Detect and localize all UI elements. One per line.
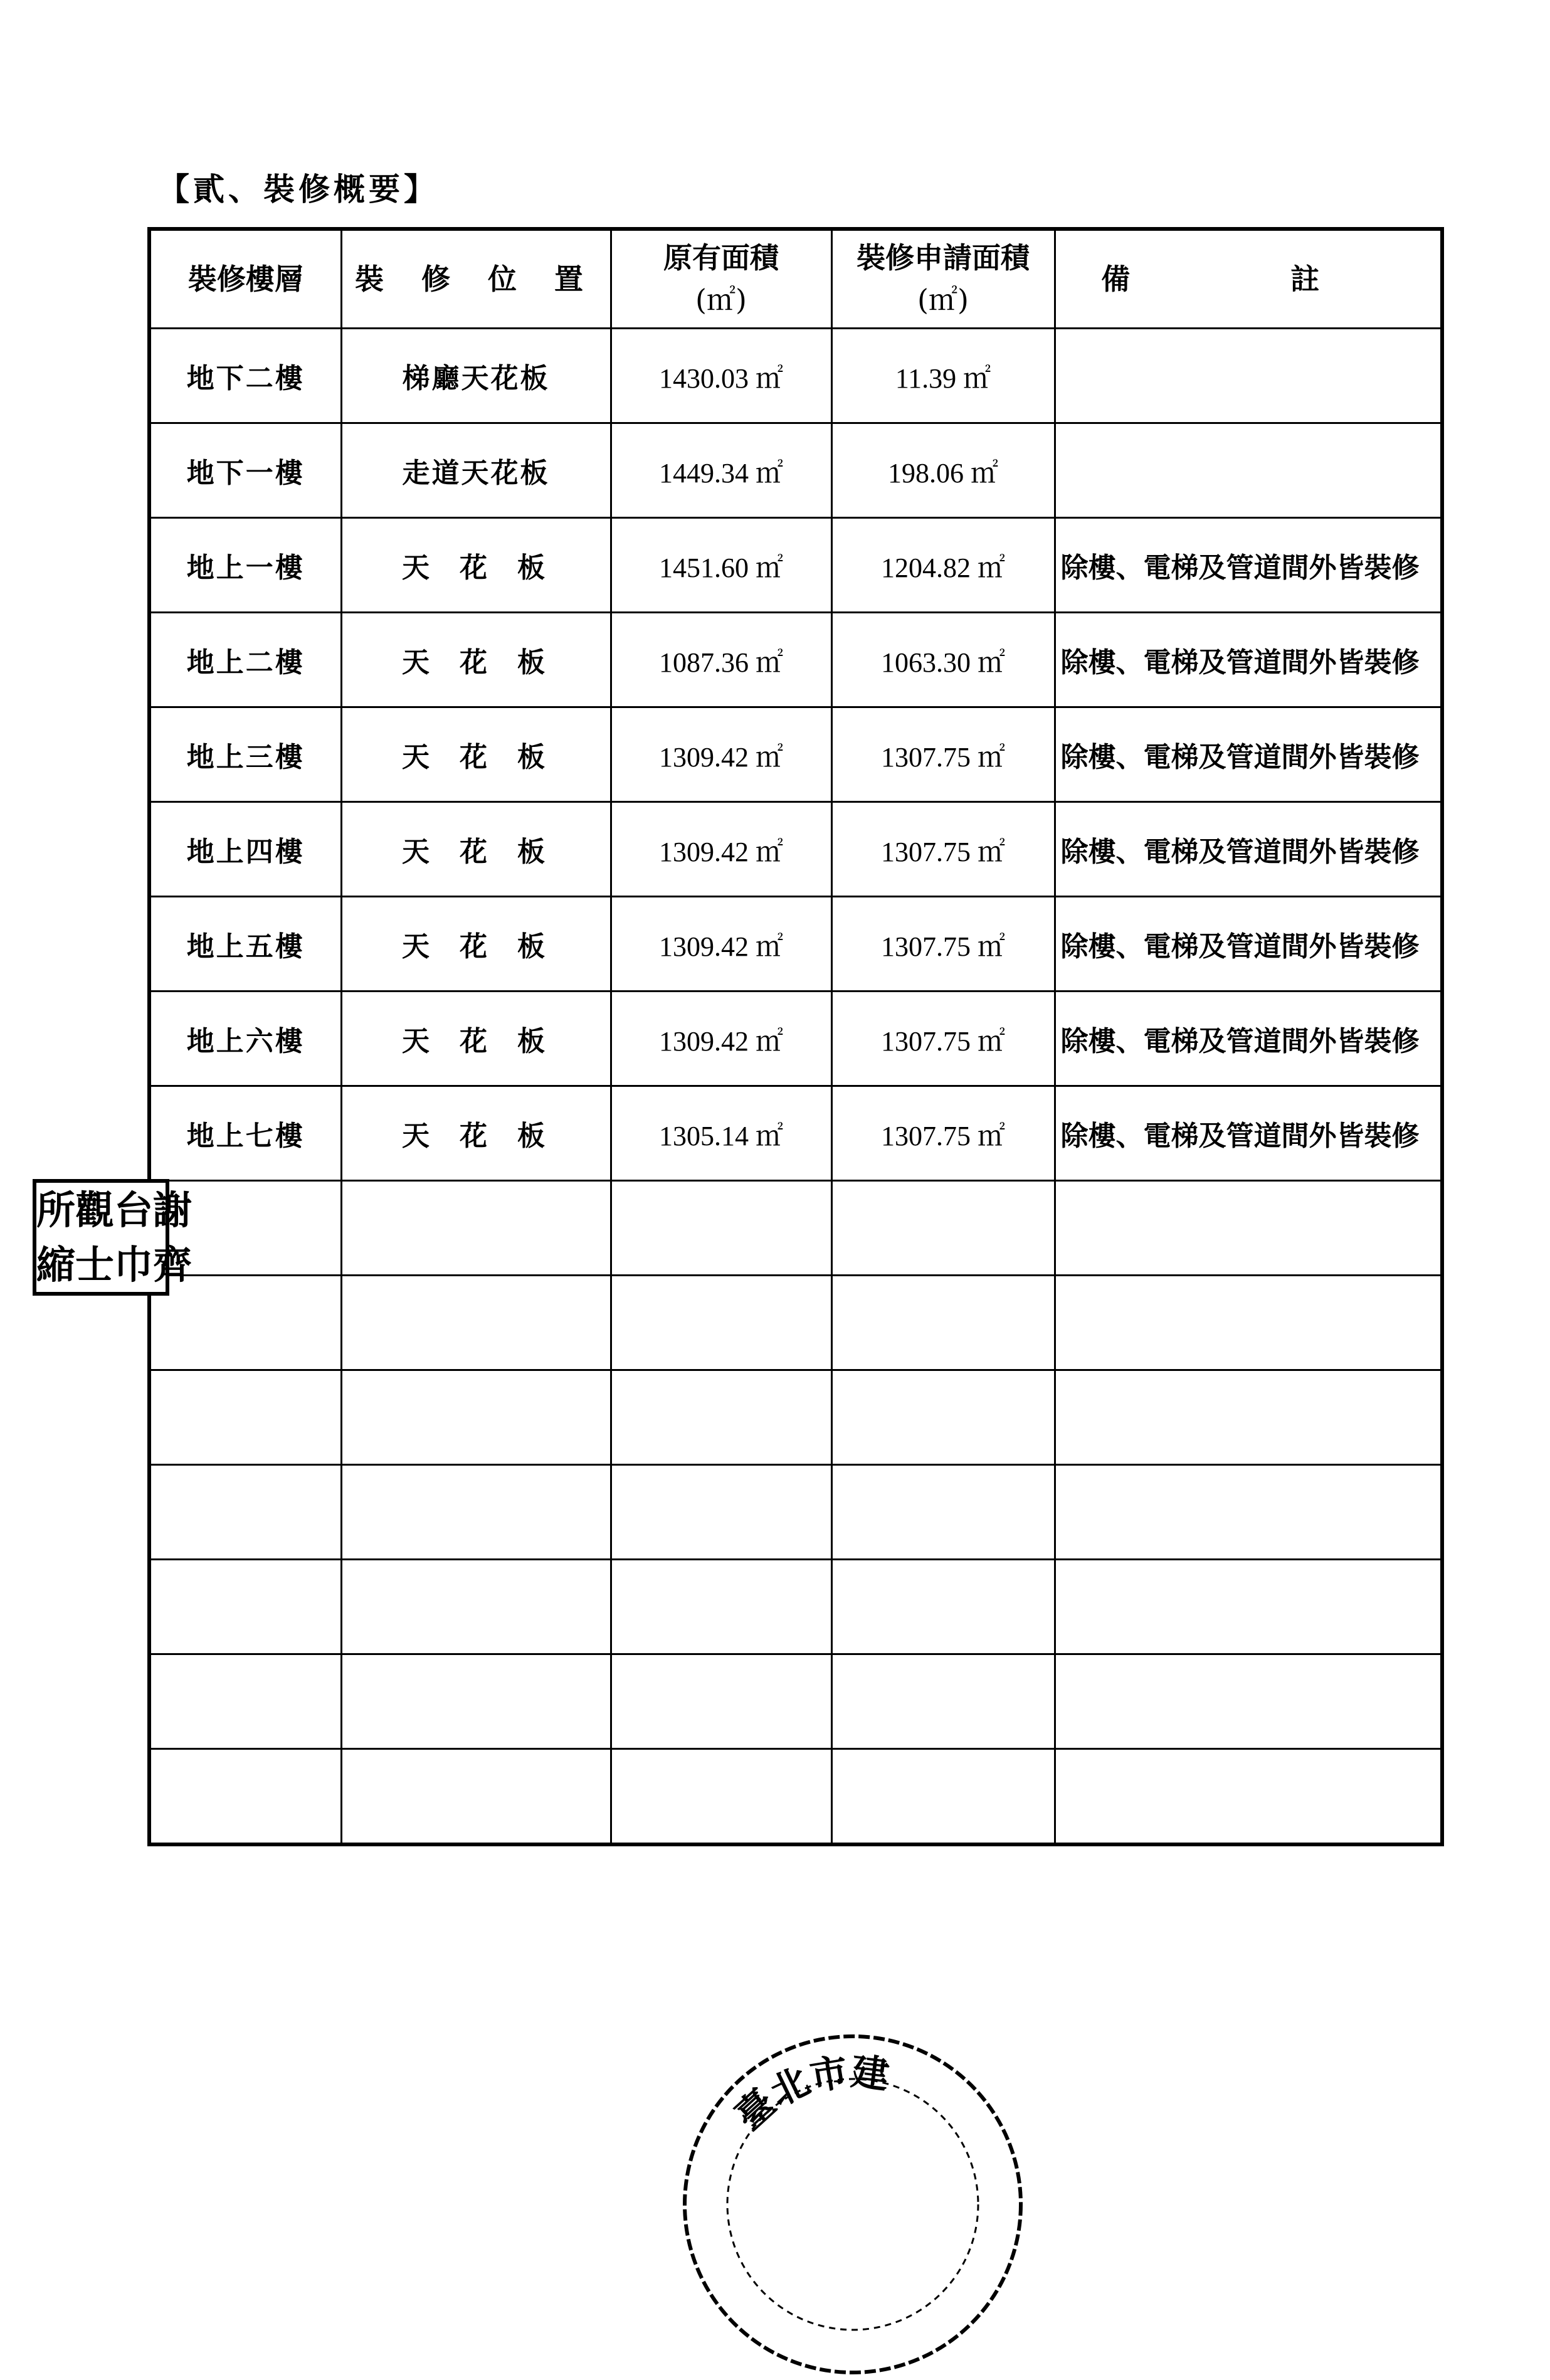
- note-cell: [1055, 329, 1442, 423]
- seal-char: 巾: [114, 1241, 154, 1288]
- empty-cell: [341, 1560, 611, 1654]
- header-position: 裝 修 位 置: [341, 229, 611, 329]
- table-row-empty: [149, 1654, 1442, 1749]
- table-row: [149, 423, 1442, 518]
- seal-char: 齊: [153, 1241, 192, 1288]
- applied-area-cell: 11.39 ㎡: [831, 329, 1055, 423]
- floor-cell: 地下一樓: [149, 423, 341, 518]
- seal-char: 士: [75, 1241, 115, 1288]
- position-cell: 天花板: [341, 707, 611, 802]
- original-area-cell: 1087.36 ㎡: [611, 613, 831, 707]
- original-area-cell: 1309.42 ㎡: [611, 992, 831, 1086]
- empty-cell: [611, 1654, 831, 1749]
- empty-cell: [611, 1276, 831, 1370]
- floor-cell: 地上六樓: [149, 992, 341, 1086]
- floor-cell: 地下二樓: [149, 329, 341, 423]
- header-original-area-unit: (㎡): [695, 283, 747, 317]
- square-seal: [33, 1179, 192, 1296]
- applied-area-cell: 1307.75 ㎡: [831, 897, 1055, 992]
- round-stamp: [677, 2029, 1028, 2380]
- empty-cell: [341, 1654, 611, 1749]
- empty-cell: [611, 1465, 831, 1560]
- original-area-cell: 1309.42 ㎡: [611, 802, 831, 897]
- section-title: 【貳、裝修概要】: [158, 171, 439, 208]
- note-cell: 除樓、電梯及管道間外皆裝修: [1055, 802, 1442, 897]
- empty-cell: [149, 1276, 341, 1370]
- note-cell: 除樓、電梯及管道間外皆裝修: [1055, 897, 1442, 992]
- empty-cell: [1055, 1560, 1442, 1654]
- seal-char: 謝: [153, 1187, 192, 1233]
- position-cell: 走道天花板: [341, 423, 611, 518]
- table-row: [149, 329, 1442, 423]
- applied-area-cell: 198.06 ㎡: [831, 423, 1055, 518]
- seal-char: 觀: [75, 1187, 115, 1233]
- table-row-empty: [149, 1276, 1442, 1370]
- empty-cell: [831, 1654, 1055, 1749]
- empty-cell: [1055, 1370, 1442, 1465]
- table-header-row: [149, 229, 1442, 329]
- empty-cell: [341, 1749, 611, 1845]
- position-cell: 天花板: [341, 897, 611, 992]
- empty-cell: [1055, 1181, 1442, 1276]
- table-row: [149, 518, 1442, 613]
- empty-cell: [1055, 1749, 1442, 1845]
- applied-area-cell: 1063.30 ㎡: [831, 613, 1055, 707]
- header-applied-area: 裝修申請面積 (㎡): [831, 229, 1055, 329]
- position-cell: 天花板: [341, 992, 611, 1086]
- position-cell: 天花板: [341, 802, 611, 897]
- original-area-cell: 1449.34 ㎡: [611, 423, 831, 518]
- table-row: [149, 1086, 1442, 1181]
- empty-cell: [341, 1370, 611, 1465]
- empty-cell: [1055, 1654, 1442, 1749]
- position-cell: 天花板: [341, 518, 611, 613]
- empty-cell: [611, 1370, 831, 1465]
- floor-cell: 地上四樓: [149, 802, 341, 897]
- seal-char: 所: [36, 1187, 76, 1233]
- empty-cell: [831, 1370, 1055, 1465]
- empty-cell: [611, 1560, 831, 1654]
- table-row: [149, 707, 1442, 802]
- table-row-empty: [149, 1370, 1442, 1465]
- seal-char: 縮: [36, 1241, 76, 1288]
- note-cell: 除樓、電梯及管道間外皆裝修: [1055, 518, 1442, 613]
- floor-cell: 地上三樓: [149, 707, 341, 802]
- table-row: [149, 802, 1442, 897]
- table-row: [149, 992, 1442, 1086]
- empty-cell: [831, 1465, 1055, 1560]
- empty-cell: [611, 1181, 831, 1276]
- applied-area-cell: 1307.75 ㎡: [831, 992, 1055, 1086]
- note-cell: 除樓、電梯及管道間外皆裝修: [1055, 613, 1442, 707]
- empty-cell: [831, 1749, 1055, 1845]
- floor-cell: 地上五樓: [149, 897, 341, 992]
- empty-cell: [831, 1276, 1055, 1370]
- empty-cell: [149, 1654, 341, 1749]
- floor-cell: 地上一樓: [149, 518, 341, 613]
- empty-cell: [1055, 1465, 1442, 1560]
- table-body: [149, 329, 1442, 1845]
- position-cell: 天花板: [341, 1086, 611, 1181]
- floor-cell: 地上七樓: [149, 1086, 341, 1181]
- original-area-cell: 1309.42 ㎡: [611, 707, 831, 802]
- header-applied-area-unit: (㎡): [917, 283, 969, 317]
- header-note: 備 註: [1055, 229, 1442, 329]
- empty-cell: [149, 1465, 341, 1560]
- round-stamp-text: 臺北市建: [727, 2049, 892, 2139]
- position-cell: 梯廳天花板: [341, 329, 611, 423]
- applied-area-cell: 1307.75 ㎡: [831, 1086, 1055, 1181]
- renovation-summary-table: [147, 227, 1444, 1846]
- original-area-cell: 1309.42 ㎡: [611, 897, 831, 992]
- original-area-cell: 1451.60 ㎡: [611, 518, 831, 613]
- empty-cell: [831, 1560, 1055, 1654]
- original-area-cell: 1430.03 ㎡: [611, 329, 831, 423]
- header-floor: 裝修樓層: [149, 229, 341, 329]
- applied-area-cell: 1204.82 ㎡: [831, 518, 1055, 613]
- position-cell: 天花板: [341, 613, 611, 707]
- empty-cell: [341, 1181, 611, 1276]
- note-cell: [1055, 423, 1442, 518]
- empty-cell: [341, 1465, 611, 1560]
- floor-cell: 地上二樓: [149, 613, 341, 707]
- applied-area-cell: 1307.75 ㎡: [831, 707, 1055, 802]
- note-cell: 除樓、電梯及管道間外皆裝修: [1055, 707, 1442, 802]
- header-original-area: 原有面積 (㎡): [611, 229, 831, 329]
- table-row-empty: [149, 1560, 1442, 1654]
- applied-area-cell: 1307.75 ㎡: [831, 802, 1055, 897]
- empty-cell: [1055, 1276, 1442, 1370]
- table-row-empty: [149, 1181, 1442, 1276]
- table-row-empty: [149, 1749, 1442, 1845]
- table-row-empty: [149, 1465, 1442, 1560]
- empty-cell: [831, 1181, 1055, 1276]
- original-area-cell: 1305.14 ㎡: [611, 1086, 831, 1181]
- table-row: [149, 897, 1442, 992]
- empty-cell: [149, 1560, 341, 1654]
- empty-cell: [611, 1749, 831, 1845]
- note-cell: 除樓、電梯及管道間外皆裝修: [1055, 1086, 1442, 1181]
- table-row: [149, 613, 1442, 707]
- empty-cell: [341, 1276, 611, 1370]
- empty-cell: [149, 1370, 341, 1465]
- seal-char: 台: [114, 1187, 154, 1233]
- note-cell: 除樓、電梯及管道間外皆裝修: [1055, 992, 1442, 1086]
- empty-cell: [149, 1749, 341, 1845]
